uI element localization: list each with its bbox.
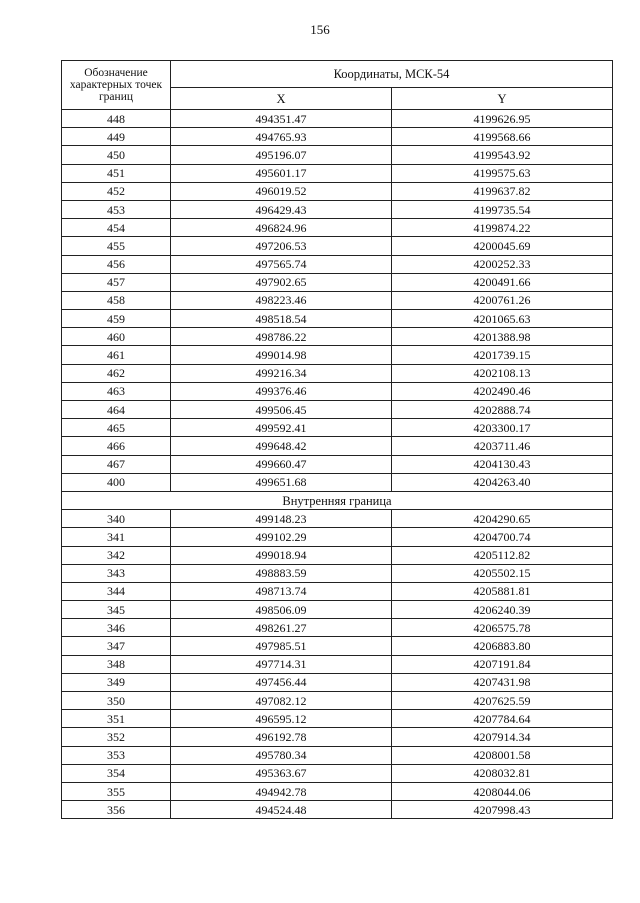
cell-y: 4204290.65	[392, 510, 613, 528]
table-row	[62, 128, 613, 146]
table-row	[62, 692, 613, 710]
cell-y: 4205881.81	[392, 582, 613, 600]
cell-y: 4208032.81	[392, 764, 613, 782]
cell-y: 4207998.43	[392, 801, 613, 819]
table-row	[62, 801, 613, 819]
cell-point: 448	[62, 110, 171, 128]
cell-y: 4206883.80	[392, 637, 613, 655]
table-row	[62, 273, 613, 291]
table-row	[62, 219, 613, 237]
header-coordinates-group: Координаты, МСК-54	[171, 61, 613, 88]
cell-y: 4199543.92	[392, 146, 613, 164]
table-row	[62, 401, 613, 419]
table-row	[62, 164, 613, 182]
cell-x: 499102.29	[171, 528, 392, 546]
cell-point: 346	[62, 619, 171, 637]
cell-point: 460	[62, 328, 171, 346]
table-row	[62, 782, 613, 800]
cell-y: 4207431.98	[392, 673, 613, 691]
cell-x: 495780.34	[171, 746, 392, 764]
table-body	[62, 110, 613, 819]
cell-y: 4206240.39	[392, 601, 613, 619]
cell-y: 4199637.82	[392, 182, 613, 200]
table-row	[62, 710, 613, 728]
cell-x: 496824.96	[171, 219, 392, 237]
cell-y: 4207625.59	[392, 692, 613, 710]
cell-y: 4204263.40	[392, 473, 613, 491]
table-row	[62, 655, 613, 673]
cell-x: 495363.67	[171, 764, 392, 782]
cell-point: 354	[62, 764, 171, 782]
table-row	[62, 601, 613, 619]
cell-y: 4206575.78	[392, 619, 613, 637]
cell-y: 4207914.34	[392, 728, 613, 746]
table-row	[62, 200, 613, 218]
cell-y: 4201739.15	[392, 346, 613, 364]
table-row	[62, 364, 613, 382]
table-row	[62, 582, 613, 600]
cell-y: 4202490.46	[392, 382, 613, 400]
cell-y: 4200045.69	[392, 237, 613, 255]
cell-x: 499216.34	[171, 364, 392, 382]
cell-y: 4207191.84	[392, 655, 613, 673]
cell-point: 343	[62, 564, 171, 582]
cell-point: 340	[62, 510, 171, 528]
cell-y: 4203711.46	[392, 437, 613, 455]
table-header	[62, 61, 613, 110]
cell-x: 496429.43	[171, 200, 392, 218]
cell-x: 494765.93	[171, 128, 392, 146]
cell-y: 4207784.64	[392, 710, 613, 728]
table-row	[62, 764, 613, 782]
cell-x: 499651.68	[171, 473, 392, 491]
table-row	[62, 255, 613, 273]
cell-point: 356	[62, 801, 171, 819]
table-row	[62, 564, 613, 582]
cell-x: 495196.07	[171, 146, 392, 164]
cell-point: 351	[62, 710, 171, 728]
cell-point: 455	[62, 237, 171, 255]
cell-y: 4199626.95	[392, 110, 613, 128]
cell-y: 4208001.58	[392, 746, 613, 764]
cell-x: 499148.23	[171, 510, 392, 528]
cell-y: 4205112.82	[392, 546, 613, 564]
cell-x: 497714.31	[171, 655, 392, 673]
cell-point: 347	[62, 637, 171, 655]
header-point-designation: Обозначение характерных точек границ	[62, 61, 171, 110]
cell-point: 341	[62, 528, 171, 546]
cell-x: 499592.41	[171, 419, 392, 437]
cell-point: 352	[62, 728, 171, 746]
cell-y: 4203300.17	[392, 419, 613, 437]
cell-x: 499660.47	[171, 455, 392, 473]
cell-point: 457	[62, 273, 171, 291]
cell-x: 499376.46	[171, 382, 392, 400]
cell-point: 355	[62, 782, 171, 800]
cell-point: 451	[62, 164, 171, 182]
cell-y: 4208044.06	[392, 782, 613, 800]
table-row	[62, 291, 613, 309]
cell-point: 349	[62, 673, 171, 691]
table-row	[62, 110, 613, 128]
cell-y: 4199575.63	[392, 164, 613, 182]
cell-y: 4201065.63	[392, 310, 613, 328]
cell-x: 498518.54	[171, 310, 392, 328]
cell-x: 497902.65	[171, 273, 392, 291]
cell-point: 344	[62, 582, 171, 600]
cell-x: 499648.42	[171, 437, 392, 455]
cell-x: 498713.74	[171, 582, 392, 600]
table-row	[62, 146, 613, 164]
cell-x: 497456.44	[171, 673, 392, 691]
cell-y: 4205502.15	[392, 564, 613, 582]
cell-point: 466	[62, 437, 171, 455]
cell-point: 454	[62, 219, 171, 237]
header-y: Y	[392, 88, 613, 110]
cell-y: 4201388.98	[392, 328, 613, 346]
cell-x: 498786.22	[171, 328, 392, 346]
cell-x: 499018.94	[171, 546, 392, 564]
cell-point: 461	[62, 346, 171, 364]
table-row	[62, 382, 613, 400]
table-row	[62, 546, 613, 564]
cell-x: 499014.98	[171, 346, 392, 364]
cell-x: 498223.46	[171, 291, 392, 309]
cell-point: 464	[62, 401, 171, 419]
coordinates-table	[61, 60, 613, 819]
table-row	[62, 673, 613, 691]
cell-point: 342	[62, 546, 171, 564]
table-row	[62, 637, 613, 655]
cell-x: 498883.59	[171, 564, 392, 582]
cell-x: 494524.48	[171, 801, 392, 819]
cell-point: 458	[62, 291, 171, 309]
cell-point: 453	[62, 200, 171, 218]
cell-x: 498506.09	[171, 601, 392, 619]
header-x: X	[171, 88, 392, 110]
cell-x: 496192.78	[171, 728, 392, 746]
cell-y: 4202108.13	[392, 364, 613, 382]
cell-y: 4200491.66	[392, 273, 613, 291]
cell-x: 497985.51	[171, 637, 392, 655]
cell-point: 450	[62, 146, 171, 164]
cell-point: 350	[62, 692, 171, 710]
table-row	[62, 473, 613, 491]
cell-y: 4199568.66	[392, 128, 613, 146]
cell-point: 348	[62, 655, 171, 673]
cell-y: 4204130.43	[392, 455, 613, 473]
table-row	[62, 419, 613, 437]
cell-point: 400	[62, 473, 171, 491]
cell-point: 459	[62, 310, 171, 328]
table-row	[62, 346, 613, 364]
cell-y: 4200761.26	[392, 291, 613, 309]
cell-x: 498261.27	[171, 619, 392, 637]
cell-y: 4204700.74	[392, 528, 613, 546]
cell-x: 499506.45	[171, 401, 392, 419]
cell-point: 345	[62, 601, 171, 619]
cell-x: 497206.53	[171, 237, 392, 255]
table-row	[62, 310, 613, 328]
table-row	[62, 528, 613, 546]
cell-x: 496595.12	[171, 710, 392, 728]
cell-y: 4199874.22	[392, 219, 613, 237]
table-row	[62, 437, 613, 455]
cell-y: 4200252.33	[392, 255, 613, 273]
cell-y: 4202888.74	[392, 401, 613, 419]
cell-x: 496019.52	[171, 182, 392, 200]
table-row	[62, 746, 613, 764]
cell-x: 495601.17	[171, 164, 392, 182]
table-row	[62, 510, 613, 528]
section-title: Внутренняя граница	[62, 491, 613, 509]
table-row	[62, 455, 613, 473]
table-row	[62, 619, 613, 637]
cell-point: 456	[62, 255, 171, 273]
cell-point: 467	[62, 455, 171, 473]
table-row	[62, 182, 613, 200]
cell-x: 494351.47	[171, 110, 392, 128]
table-row	[62, 237, 613, 255]
page-number: 156	[310, 22, 330, 37]
cell-point: 462	[62, 364, 171, 382]
cell-x: 497082.12	[171, 692, 392, 710]
section-row	[62, 491, 613, 509]
cell-y: 4199735.54	[392, 200, 613, 218]
cell-x: 494942.78	[171, 782, 392, 800]
cell-point: 452	[62, 182, 171, 200]
cell-point: 353	[62, 746, 171, 764]
table-row	[62, 728, 613, 746]
table-row	[62, 328, 613, 346]
cell-point: 463	[62, 382, 171, 400]
cell-point: 465	[62, 419, 171, 437]
cell-point: 449	[62, 128, 171, 146]
cell-x: 497565.74	[171, 255, 392, 273]
